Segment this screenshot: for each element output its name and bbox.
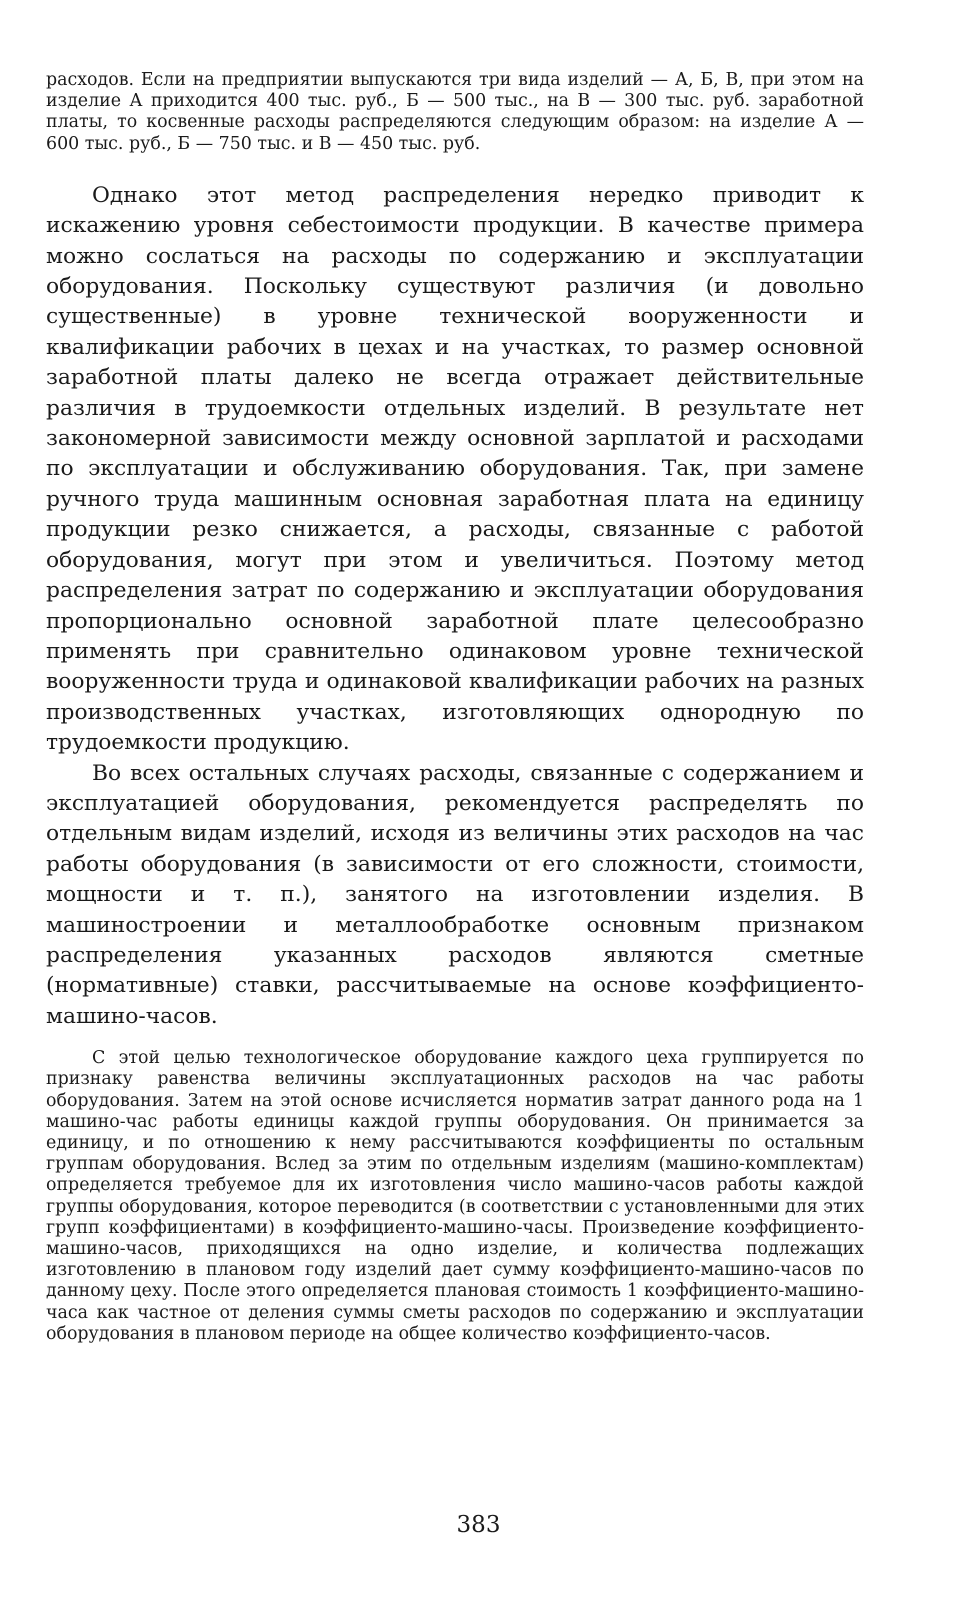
page-body [46,70,864,1345]
paragraph-main-1: Однако этот метод распределения нередко приводит к искажению уровня себестоимости продукции. В качестве примера можно сослаться на расходы по содержанию и эксплуатации оборудования. Поскольку существуют различия (и довольно существенные) в уровне технической вооруженности и квалификации рабочих в цехах и на участках, то размер основной заработной платы далеко не всегда отражает действительные различия в трудоемкости отдельных изделий. В результате нет закономерной зависимости между основной зарплатой и расходами по эксплуатации и обслуживанию оборудования. Так, при замене ручного труда машинным основная заработная плата на единицу продукции резко снижается, а расходы, связанные с работой оборудования, могут при этом и увеличиться. Поэтому метод распределения затрат по содержанию и эксплуатации оборудования пропорционально основной заработной плате целесообразно применять при сравнительно одинаковом уровне технической вооруженности труда и одинаковой квалификации рабочих на разных производственных участках, изготовляющих однородную по трудоемкости продукцию. [46,182,864,756]
paragraph-main-2: Во всех остальных случаях расходы, связанные с содержанием и эксплуатацией оборудования, рекомендуется распределять по отдельным видам изделий, исходя из величины этих расходов на час работы оборудования (в зависимости от его сложности, стоимости, мощности и т. п.), занятого на изготовлении изделия. В машиностроении и металлообработке основным признаком распределения указанных расходов являются сметные (нормативные) ставки, рассчитываемые на основе коэффициенто-машино-часов. [46,760,864,1029]
paragraph-top-small: расходов. Если на предприятии выпускаются три вида изделий — А, Б, В, при этом на изделие А приходится 400 тыс. руб., Б — 500 тыс., на В — 300 тыс. руб. заработной платы, то косвенные расходы распределяются следующим образом: на изделие А — 600 тыс. руб., Б — 750 тыс. и В — 450 тыс. руб. [46,70,864,154]
page-number: 383 [456,1512,501,1538]
paragraph-bottom-small: С этой целью технологическое оборудование каждого цеха группируется по признаку равенства величины эксплуатационных расходов на час работы оборудования. Затем на этой основе исчисляется норматив затрат данного рода на 1 машино-час работы единицы каждой группы оборудования. Он принимается за единицу, и по отношению к нему рассчитываются коэффициенты по остальным группам оборудования. Вслед за этим по отдельным изделиям (машино-комплектам) определяется требуемое для их изготовления число машино-часов работы каждой группы оборудования, которое переводится (в соответствии с установленными для этих групп коэффициентами) в коэффициенто-машино-часы. Произведение коэффициенто-машино-часов, приходящихся на одно изделие, и количества подлежащих изготовлению в плановом году изделий дает сумму коэффициенто-машино-часов по данному цеху. После этого определяется плановая стоимость 1 коэффициенто-машино-часа как частное от деления суммы сметы расходов по содержанию и эксплуатации оборудования в плановом периоде на общее количество коэффициенто-часов. [46,1048,864,1344]
